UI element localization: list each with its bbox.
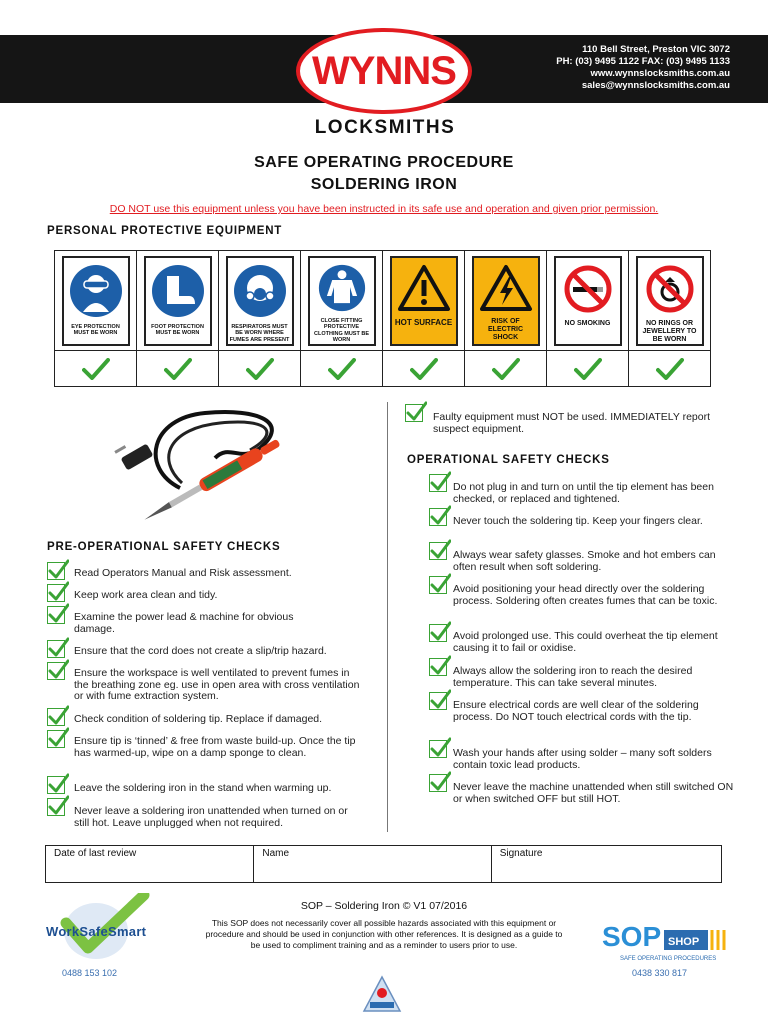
contact-details — [556, 44, 730, 92]
sign-label: RISK OF ELECTRIC SHOCK — [488, 317, 523, 341]
list-item-text: Always wear safety glasses. Smoke and hot embers can often result when soft soldering. — [453, 549, 716, 573]
review-signature-cell[interactable] — [492, 846, 721, 882]
company-logo — [296, 28, 472, 114]
ppe-sign — [554, 256, 622, 346]
ppe-sign — [226, 256, 294, 346]
list-item-text: Ensure the workspace is well ventilated to prevent fumes in the breathing zone eg. use in open area with cross ventilation or with fume extraction system. — [74, 667, 360, 702]
svg-text:SHOP: SHOP — [668, 936, 700, 948]
worksafe-smart-logo — [44, 893, 150, 963]
ppe-column — [629, 251, 710, 386]
hot-surface-warning-icon — [397, 264, 451, 312]
list-item-text: Always allow the soldering iron to reach the desired temperature. This can take several minutes. — [453, 665, 693, 689]
sign-label: EYE PROTECTION MUST BE WORN — [71, 323, 120, 336]
list-item-text: Ensure tip is ‘tinned’ & free from waste build-up. Once the tip has warmed-up, wipe on a damp sponge to clean. — [74, 735, 356, 759]
checkbox-icon — [429, 508, 447, 526]
column-divider — [387, 402, 388, 832]
list-item-text: Read Operators Manual and Risk assessment. — [74, 567, 292, 579]
ppe-sign — [472, 256, 540, 346]
logo-text: WYNNS — [312, 48, 456, 93]
checkbox-icon — [47, 708, 65, 726]
operational-heading: OPERATIONAL SAFETY CHECKS — [407, 454, 610, 466]
checkbox-icon — [429, 740, 447, 758]
sop-tagline: SAFE OPERATING PROCEDURES — [620, 956, 717, 962]
checkbox-icon — [429, 576, 447, 594]
address: 110 Bell Street, Preston VIC 3072 — [582, 44, 730, 55]
no-smoking-icon — [561, 264, 615, 314]
soldering-iron-image — [110, 388, 310, 523]
electric-shock-warning-icon — [479, 264, 533, 312]
checkbox-icon — [429, 692, 447, 710]
email-link[interactable]: sales@wynnslocksmiths.com.au — [581, 80, 730, 91]
sop-shop-phone: 0438 330 817 — [632, 968, 688, 978]
list-item-text: Never leave a soldering iron unattended when turned on or still hot. Leave unplugged when not required. — [74, 805, 348, 829]
checkbox-icon — [429, 474, 447, 492]
checkmark-icon — [492, 358, 520, 380]
review-name-label: Name — [262, 848, 290, 859]
respirator-icon — [233, 264, 287, 318]
checkbox-icon — [429, 542, 447, 560]
ppe-sign — [62, 256, 130, 346]
list-item-text: Ensure that the cord does not create a slip/trip hazard. — [74, 645, 327, 657]
checkbox-icon — [429, 658, 447, 676]
list-item-text: Never leave the machine unattended when still switched ON or when switched OFF but still HOT. — [453, 781, 734, 805]
sign-label: FOOT PROTECTION MUST BE WORN — [151, 323, 204, 336]
ppe-sign — [308, 256, 376, 346]
website-link[interactable]: www.wynnslocksmiths.com.au — [590, 68, 730, 79]
checkbox-icon — [47, 662, 65, 680]
ppe-sign — [390, 256, 458, 346]
ppe-sign — [144, 256, 212, 346]
locksmith-badge-icon — [362, 975, 402, 1015]
list-item-text: Keep work area clean and tidy. — [74, 589, 218, 601]
checkmark-icon — [82, 358, 110, 380]
list-item-text: Wash your hands after using solder – many soft solders contain toxic lead products. — [453, 747, 712, 771]
sign-label: CLOSE FITTING PROTECTIVE CLOTHING MUST BE WORN — [314, 317, 369, 343]
list-item-text: Never touch the soldering tip. Keep your fingers clear. — [453, 515, 703, 527]
foot-protection-icon — [151, 264, 205, 318]
eye-protection-icon — [69, 264, 123, 318]
ppe-heading: PERSONAL PROTECTIVE EQUIPMENT — [47, 225, 283, 237]
list-item-text: Do not plug in and turn on until the tip element has been checked, or replaced and tightened. — [453, 481, 714, 505]
list-item-text: Examine the power lead & machine for obvious damage. — [74, 611, 294, 635]
review-table — [45, 845, 722, 883]
checkbox-icon — [429, 774, 447, 792]
checkbox-icon — [47, 798, 65, 816]
page-subtitle: SOLDERING IRON — [310, 176, 458, 193]
checkbox-icon — [47, 776, 65, 794]
review-date-label: Date of last review — [54, 848, 137, 859]
sign-label: RESPIRATORS MUST BE WORN WHERE FUMES ARE PRESENT — [229, 323, 290, 343]
ppe-column — [301, 251, 383, 386]
list-item-text: Leave the soldering iron in the stand when warming up. — [74, 782, 332, 794]
checkmark-icon — [410, 358, 438, 380]
checkbox-icon — [47, 584, 65, 602]
ppe-column — [383, 251, 465, 386]
ppe-column — [547, 251, 629, 386]
checkbox-icon — [47, 640, 65, 658]
pre-operational-heading: PRE-OPERATIONAL SAFETY CHECKS — [47, 541, 281, 553]
sign-label: HOT SURFACE — [394, 317, 453, 327]
ppe-table — [54, 250, 711, 387]
sign-label: NO RINGS OR JEWELLERY TO BE WORN — [642, 319, 697, 343]
checkbox-icon — [47, 562, 65, 580]
checkmark-icon — [328, 358, 356, 380]
checkbox-icon — [429, 624, 447, 642]
page-title: SAFE OPERATING PROCEDURE — [254, 154, 514, 171]
checkbox-icon — [47, 606, 65, 624]
checkmark-icon — [246, 358, 274, 380]
warning-notice: DO NOT use this equipment unless you have been instructed in its safe use and operation and given prior permission. — [109, 203, 659, 215]
logo-subtitle: LOCKSMITHS — [314, 117, 456, 138]
ppe-sign — [636, 256, 704, 346]
protective-clothing-icon — [315, 264, 369, 312]
review-name-cell[interactable] — [254, 846, 491, 882]
list-item-text: Check condition of soldering tip. Replace if damaged. — [74, 713, 323, 725]
ppe-column — [137, 251, 219, 386]
review-signature-label: Signature — [499, 848, 543, 859]
sign-label: NO SMOKING — [564, 319, 611, 327]
checkmark-icon — [656, 358, 684, 380]
review-date-cell[interactable] — [46, 846, 254, 882]
checkbox-icon — [47, 730, 65, 748]
list-item-text: Avoid positioning your head directly over the soldering process. Soldering often creates fumes that can be toxic. — [453, 583, 718, 607]
checkmark-icon — [164, 358, 192, 380]
footer-disclaimer: This SOP does not necessarily cover all possible hazards associated with this equipment or procedure and should be used in conjunction with other references. It is designed as a guide to be used to compliment training and as a reminder to users prior to use. — [205, 918, 563, 950]
sop-shop-logo — [602, 920, 730, 962]
no-jewellery-icon — [643, 264, 697, 314]
ppe-column — [55, 251, 137, 386]
ppe-column — [465, 251, 547, 386]
phone-fax: PH: (03) 9495 1122 FAX: (03) 9495 1133 — [556, 56, 730, 67]
footer-title: SOP – Soldering Iron © V1 07/2016 — [300, 900, 468, 912]
worksafe-logo-text: WorkSafeSmart — [46, 924, 146, 939]
worksafe-phone: 0488 153 102 — [62, 968, 118, 978]
svg-text:SOP: SOP — [602, 921, 662, 952]
list-item-text: Ensure electrical cords are well clear of the soldering process. Do NOT touch electrical cords with the tip. — [453, 699, 699, 723]
list-item-text: Avoid prolonged use. This could overheat the tip element causing it to fail or oxidise. — [453, 630, 718, 654]
checkbox-icon — [405, 404, 423, 422]
ppe-column — [219, 251, 301, 386]
checkmark-icon — [574, 358, 602, 380]
faulty-note-text: Faulty equipment must NOT be used. IMMEDIATELY report suspect equipment. — [433, 411, 710, 435]
